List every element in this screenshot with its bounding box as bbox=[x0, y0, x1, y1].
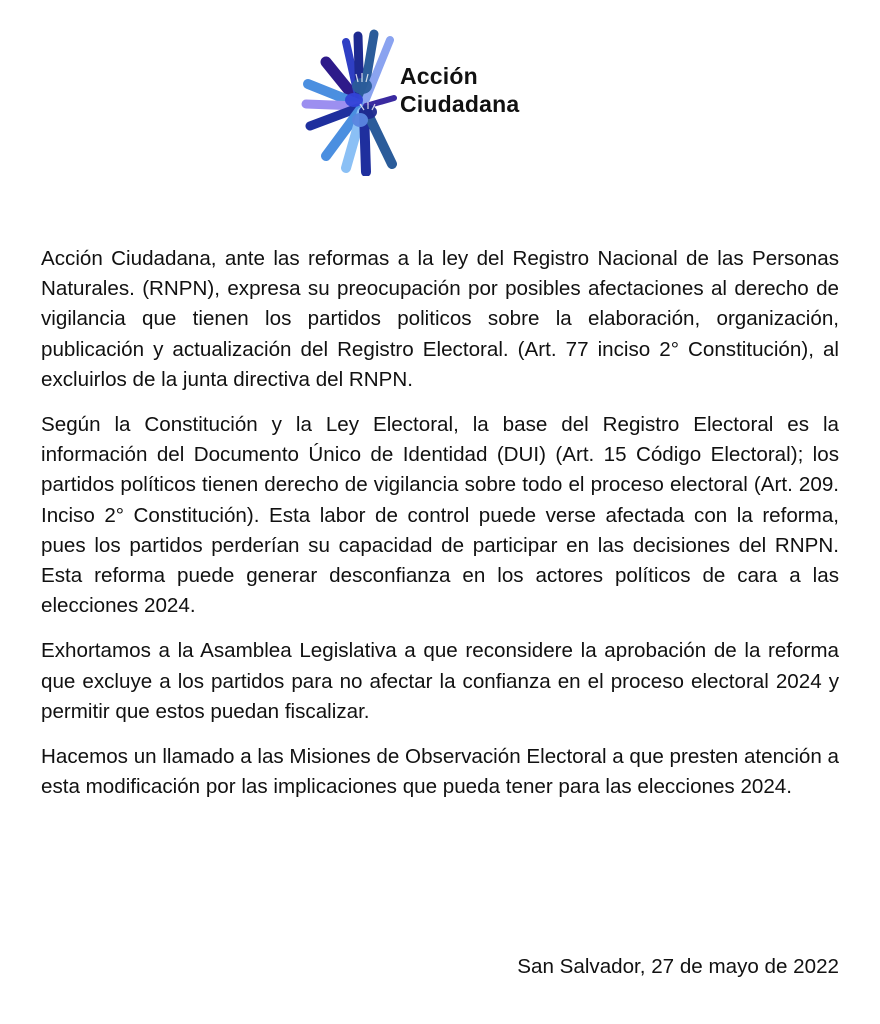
raised-hands-icon bbox=[298, 26, 410, 176]
place-date: San Salvador, 27 de mayo de 2022 bbox=[517, 955, 839, 978]
logo-name-line2: Ciudadana bbox=[400, 91, 520, 117]
statement-paragraph: Exhortamos a la Asamblea Legislativa a que reconsidere la aprobación de la reforma que excluye a los partidos para no afectar la confianza en el proceso electoral 2024 y permitir que estos puedan fiscalizar. bbox=[41, 639, 839, 723]
logo-name-line1: Acción bbox=[400, 63, 478, 89]
logo-wordmark bbox=[400, 62, 519, 118]
statement-body bbox=[41, 244, 839, 817]
statement-paragraph: Según la Constitución y la Ley Electoral, la base del Registro Electoral es la información del Documento Único de Identidad (DUI) (Art. 15 Código Electoral); los partidos políticos tienen derecho de vigilancia sobre todo el proceso electoral (Art. 209. Inciso 2° Constitución). Esta labor de control puede verse afectada con la reforma, pues los partidos perderían su capacidad de participar en las decisiones del RNPN. Esta reforma puede generar desconfianza en los actores políticos de cara a las elecciones 2024. bbox=[41, 413, 839, 618]
accion-ciudadana-logo bbox=[298, 26, 558, 176]
statement-paragraph: Acción Ciudadana, ante las reformas a la ley del Registro Nacional de las Personas Naturales. (RNPN), expresa su preocupación por posibles afectaciones al derecho de vigilancia que tienen los partidos politicos sobre la elaboración, organización, publicación y actualización del Registro Electoral. (Art. 77 inciso 2° Constitución), al excluirlos de la junta directiva del RNPN. bbox=[41, 247, 839, 391]
hand-palm bbox=[352, 113, 368, 127]
statement-paragraph: Hacemos un llamado a las Misiones de Observación Electoral a que presten atención a esta modificación por las implicaciones que pueda tener para las elecciones 2024. bbox=[41, 745, 839, 799]
